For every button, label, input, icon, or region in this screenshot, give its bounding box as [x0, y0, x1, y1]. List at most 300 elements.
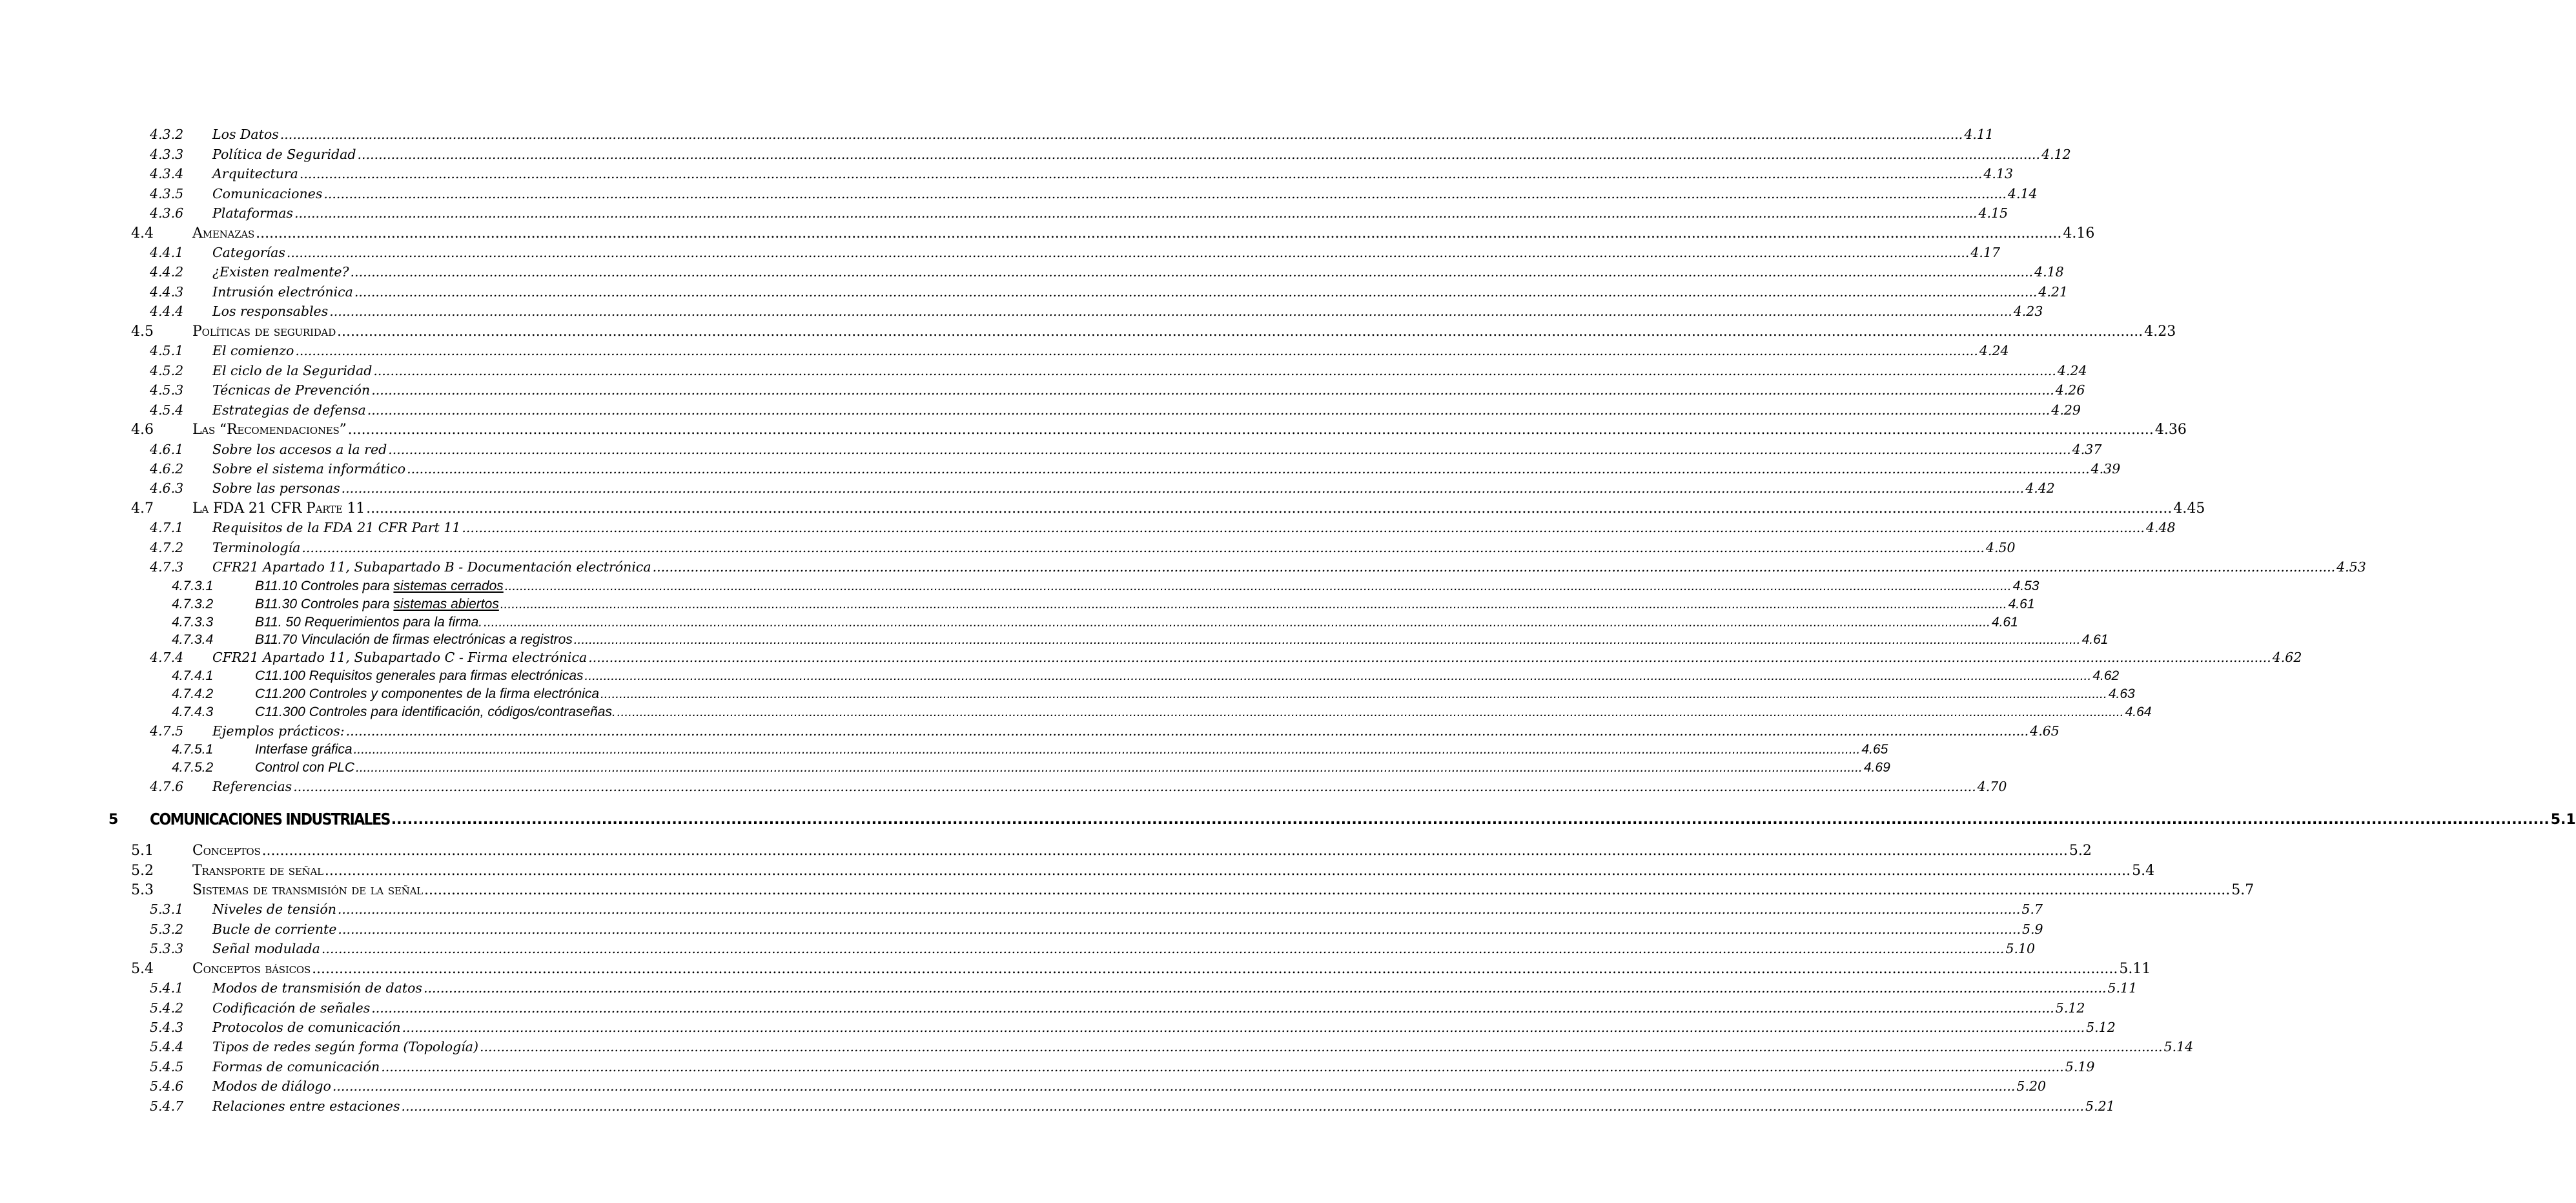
toc-entry-number: 4.7.3.3: [172, 615, 214, 630]
toc-entry-page: 4.65: [2030, 723, 2060, 739]
toc-entry-title: [212, 1002, 370, 1015]
toc-dot-leader: ................................................................................................................................................................................................................................................................................................................................................................................................................: [356, 760, 1863, 775]
toc-dot-leader: ................................................................................................................................................................................................................................................................................................................................................................................................................: [371, 1000, 2054, 1016]
toc-entry-title-text: Ejemplos prácticos:: [212, 723, 345, 739]
toc-entry-number: 4.5.1: [150, 343, 184, 358]
toc-dot-leader: ................................................................................................................................................................................................................................................................................................................................................................................................................: [341, 480, 2025, 496]
toc-entry-number: 4.7.4.2: [172, 686, 214, 701]
toc-entry-page: 4.17: [1970, 245, 2001, 260]
toc-entry-title-text: Sistemas de transmisión de la señal: [192, 882, 423, 898]
toc-dot-leader: ................................................................................................................................................................................................................................................................................................................................................................................................................: [295, 343, 1978, 358]
toc-entry-title: [255, 615, 482, 629]
toc-entry-number: 4.7.5: [150, 723, 184, 739]
toc-entry-number: 5.4.3: [150, 1020, 184, 1035]
toc-entry[interactable]: [150, 1000, 2085, 1016]
toc-entry[interactable]: [150, 402, 2081, 418]
toc-entry-title-text: Los responsables: [212, 303, 329, 319]
toc-entry-title: [212, 651, 587, 664]
toc-entry-number: 4.7.5.1: [172, 742, 214, 757]
toc-dot-leader: ................................................................................................................................................................................................................................................................................................................................................................................................................: [367, 402, 2050, 418]
toc-entry[interactable]: [172, 579, 2039, 593]
toc-entry-title: [212, 780, 292, 794]
toc-entry[interactable]: [150, 147, 2071, 162]
toc-entry-title-text: Arquitectura: [212, 166, 298, 181]
toc-entry[interactable]: [172, 597, 2035, 612]
toc-dot-leader: ................................................................................................................................................................................................................................................................................................................................................................................................................: [600, 686, 2107, 701]
toc-entry[interactable]: [150, 284, 2069, 300]
toc-entry-page: 4.18: [2034, 264, 2064, 280]
toc-entry-number: 4.6.2: [150, 461, 184, 477]
toc-entry-title-text: Protocolos de comunicación: [212, 1020, 401, 1035]
toc-entry-number: 4.6.1: [150, 442, 184, 457]
toc-dot-leader: ................................................................................................................................................................................................................................................................................................................................................................................................................: [286, 245, 1970, 260]
toc-entry-page: 4.12: [2041, 147, 2071, 162]
toc-dot-leader: ................................................................................................................................................................................................................................................................................................................................................................................................................: [504, 579, 2012, 593]
toc-entry[interactable]: [172, 686, 2135, 701]
toc-entry-title-text: Tipos de redes según forma (Topología): [212, 1039, 479, 1054]
toc-entry-title: [255, 597, 499, 611]
toc-entry-title: [212, 384, 370, 397]
toc-entry[interactable]: [131, 961, 2151, 977]
toc-entry-title: [212, 285, 353, 299]
toc-entry-title: [212, 187, 322, 201]
toc-entry-title-text: Señal modulada: [212, 941, 320, 956]
toc-entry[interactable]: [150, 166, 2014, 181]
toc-entry-title-text: El comienzo: [212, 343, 294, 358]
toc-entry-number: 4.7.4: [150, 650, 184, 665]
toc-entry-page: 4.48: [2145, 520, 2176, 535]
toc-entry-title-text: Los Datos: [212, 127, 279, 142]
toc-entry-title-text: Intrusión electrónica: [212, 284, 353, 300]
toc-entry-page: 5.1: [2550, 812, 2576, 828]
toc-dot-leader: ................................................................................................................................................................................................................................................................................................................................................................................................................: [371, 382, 2054, 398]
toc-entry-number: 5.4.1: [150, 980, 184, 996]
toc-entry[interactable]: [131, 500, 2205, 517]
toc-entry-title-text: COMUNICACIONES INDUSTRIALES: [150, 810, 390, 829]
toc-entry-page: 4.37: [2072, 442, 2102, 457]
toc-entry-number: 4.4.4: [150, 303, 184, 319]
toc-entry-title: [212, 1080, 331, 1093]
toc-entry[interactable]: [131, 843, 2092, 859]
toc-entry[interactable]: [150, 245, 2001, 260]
toc-entry[interactable]: [150, 540, 2016, 555]
toc-entry-number: 5.4.5: [150, 1059, 184, 1074]
toc-entry-title: [212, 1040, 478, 1054]
toc-dot-leader: ................................................................................................................................................................................................................................................................................................................................................................................................................: [299, 166, 1983, 181]
toc-entry-title: [150, 812, 390, 828]
toc-entry-number: 5.3.2: [150, 921, 184, 937]
toc-entry-title: [212, 560, 651, 574]
toc-dot-leader: ................................................................................................................................................................................................................................................................................................................................................................................................................: [323, 186, 2007, 201]
toc-entry-page: 4.29: [2051, 402, 2081, 418]
toc-entry-number: 4.3.6: [150, 205, 184, 221]
toc-entry-title: [212, 482, 340, 495]
toc-entry-page: 5.7: [2021, 901, 2043, 917]
toc-entry[interactable]: [150, 1059, 2095, 1074]
toc-entry-page: 4.50: [1985, 540, 2016, 555]
toc-entry-page: 4.24: [1979, 343, 2009, 358]
toc-entry-number: 5.3.3: [150, 941, 184, 956]
toc-entry-title: [212, 344, 294, 358]
toc-entry-title: [192, 962, 311, 976]
toc-dot-leader: ................................................................................................................................................................................................................................................................................................................................................................................................................: [337, 901, 2021, 917]
toc-entry[interactable]: [150, 1039, 2194, 1054]
toc-entry[interactable]: [150, 921, 2043, 937]
toc-entry-number: 4.6: [131, 422, 154, 438]
toc-entry-page: 4.26: [2055, 382, 2085, 398]
toc-entry-title: [212, 1021, 401, 1034]
toc-entry-page: 4.14: [2007, 186, 2038, 201]
toc-entry-title: [212, 246, 285, 260]
toc-dot-leader: ................................................................................................................................................................................................................................................................................................................................................................................................................: [402, 1020, 2085, 1035]
toc-entry-title: [212, 443, 387, 457]
toc-entry-title: [192, 883, 423, 898]
toc-entry[interactable]: [150, 343, 2009, 358]
toc-entry-number: 4.5.4: [150, 402, 184, 418]
toc-entry[interactable]: [172, 760, 1890, 775]
toc-entry-page: 4.65: [1861, 742, 1888, 757]
toc-entry-number: 4.4.3: [150, 284, 184, 300]
toc-entry-page: 4.53: [2012, 579, 2039, 593]
toc-dot-leader: ................................................................................................................................................................................................................................................................................................................................................................................................................: [366, 500, 2172, 517]
toc-entry-title-text: Niveles de tensión: [212, 901, 336, 917]
toc-entry[interactable]: [150, 382, 2085, 398]
toc-entry-title: [212, 903, 336, 916]
toc-dot-leader: ................................................................................................................................................................................................................................................................................................................................................................................................................: [261, 843, 2068, 859]
toc-entry-number: 4.5.2: [150, 363, 184, 378]
toc-entry-title-text: C11.100 Requisitos generales para firmas electrónicas: [255, 668, 584, 683]
toc-entry[interactable]: [150, 442, 2102, 457]
toc-entry-number: 4.7.3: [150, 559, 184, 575]
toc-dot-leader: ................................................................................................................................................................................................................................................................................................................................................................................................................: [350, 264, 2034, 280]
toc-entry-title-text: Categorías: [212, 245, 285, 260]
toc-dot-leader: ................................................................................................................................................................................................................................................................................................................................................................................................................: [407, 461, 2090, 477]
toc-entry-number: 4.7: [131, 500, 154, 517]
toc-entry-title-text: Sobre las personas: [212, 480, 340, 496]
toc-entry-title: [255, 579, 504, 593]
toc-dot-leader: ................................................................................................................................................................................................................................................................................................................................................................................................................: [381, 1059, 2064, 1074]
toc-dot-leader: ................................................................................................................................................................................................................................................................................................................................................................................................................: [391, 812, 2550, 828]
toc-dot-leader: ................................................................................................................................................................................................................................................................................................................................................................................................................: [324, 863, 2131, 879]
toc-entry-title-text: La FDA 21 CFR Parte 11: [192, 500, 365, 517]
toc-entry-title: [212, 404, 366, 417]
toc-entry-title: [192, 325, 336, 339]
toc-entry-page: 4.62: [2272, 650, 2302, 665]
toc-entry-title: [212, 207, 293, 220]
toc-entry[interactable]: [172, 615, 2018, 630]
toc-dot-leader: ................................................................................................................................................................................................................................................................................................................................................................................................................: [588, 650, 2271, 665]
toc-entry[interactable]: [150, 303, 2043, 319]
toc-entry-title-text: C11.300 Controles para identificación, códigos/contraseñas.: [255, 704, 616, 719]
toc-entry-number: 4.7.5.2: [172, 760, 214, 775]
toc-entry-number: 5.3.1: [150, 901, 184, 917]
toc-entry-page: 4.61: [1991, 615, 2018, 630]
toc-entry[interactable]: [131, 863, 2155, 879]
toc-entry-number: 4.7.1: [150, 520, 184, 535]
toc-entry[interactable]: [150, 941, 2036, 956]
toc-entry[interactable]: [150, 901, 2043, 917]
toc-entry-title-text: ¿Existen realmente?: [212, 264, 349, 280]
toc-entry-page: 5.10: [2005, 941, 2036, 956]
toc-entry-page: 4.24: [2057, 363, 2087, 378]
toc-entry-number: 5.4.6: [150, 1078, 184, 1094]
toc-entry-page: 5.21: [2085, 1098, 2115, 1114]
toc-dot-leader: ................................................................................................................................................................................................................................................................................................................................................................................................................: [294, 205, 1978, 221]
toc-entry[interactable]: [150, 779, 2007, 794]
toc-entry-number: 5.4.2: [150, 1000, 184, 1016]
toc-entry-title-text: Conceptos básicos: [192, 961, 311, 977]
toc-entry-title: [255, 705, 616, 719]
toc-entry-title-text: Requisitos de la FDA 21 CFR Part 11: [212, 520, 461, 535]
toc-entry-number: 5.4.7: [150, 1098, 184, 1114]
toc-dot-leader: ................................................................................................................................................................................................................................................................................................................................................................................................................: [584, 668, 2092, 683]
toc-entry-title: [192, 844, 261, 858]
toc-entry[interactable]: [131, 422, 2187, 438]
toc-entry-title-underlined: sistemas abiertos: [393, 597, 499, 612]
toc-entry[interactable]: [150, 1078, 2047, 1094]
toc-entry-title: [212, 364, 372, 378]
toc-entry-number: 4.7.4.1: [172, 668, 214, 683]
toc-entry-page: 4.39: [2090, 461, 2121, 477]
toc-dot-leader: ................................................................................................................................................................................................................................................................................................................................................................................................................: [424, 882, 2231, 898]
toc-entry-title: [212, 305, 328, 318]
toc-dot-leader: ................................................................................................................................................................................................................................................................................................................................................................................................................: [484, 615, 1990, 630]
toc-entry-page: 4.63: [2108, 686, 2135, 701]
toc-entry-title: [255, 761, 354, 774]
toc-entry[interactable]: [150, 363, 2087, 378]
toc-entry-title-text: CFR21 Apartado 11, Subapartado B - Documentación electrónica: [212, 559, 651, 575]
toc-entry-page: 4.61: [2081, 632, 2109, 647]
toc-entry-title-text: B11.30 Controles para: [255, 597, 394, 612]
toc-entry-title-text: Conceptos: [192, 843, 261, 859]
toc-entry-title: [212, 1060, 380, 1074]
toc-entry-page: 5.20: [2016, 1078, 2047, 1094]
toc-dot-leader: ................................................................................................................................................................................................................................................................................................................................................................................................................: [354, 284, 2038, 300]
toc-entry-page: 4.62: [2092, 668, 2120, 683]
toc-entry-title-text: Estrategias de defensa: [212, 402, 366, 418]
toc-entry-number: 4.5: [131, 324, 154, 340]
toc-entry-number: 4.6.3: [150, 480, 184, 496]
toc-dot-leader: ................................................................................................................................................................................................................................................................................................................................................................................................................: [329, 303, 2012, 319]
toc-entry-title: [255, 743, 353, 756]
toc-entry-title-text: Formas de comunicación: [212, 1059, 380, 1074]
toc-dot-leader: ................................................................................................................................................................................................................................................................................................................................................................................................................: [256, 225, 2062, 242]
toc-entry-title: [255, 687, 599, 701]
toc-entry-title-underlined: sistemas cerrados: [393, 579, 504, 593]
toc-entry-number: 4.5.3: [150, 382, 184, 398]
toc-entry-title: [212, 942, 320, 956]
toc-entry-title-text: Transporte de señal: [192, 863, 323, 879]
toc-entry-title-text: Bucle de corriente: [212, 921, 337, 937]
toc-dot-leader: ................................................................................................................................................................................................................................................................................................................................................................................................................: [353, 742, 1861, 757]
toc-entry-number: 5.2: [131, 863, 154, 879]
toc-entry[interactable]: [131, 225, 2095, 242]
toc-entry-page: 5.7: [2231, 882, 2254, 898]
toc-entry-number: 4.7.2: [150, 540, 184, 555]
toc-dot-leader: ................................................................................................................................................................................................................................................................................................................................................................................................................: [293, 779, 1976, 794]
toc-entry[interactable]: [131, 324, 2176, 340]
toc-entry-number: 4.7.3.4: [172, 632, 214, 647]
toc-entry-title-text: Políticas de seguridad: [192, 324, 336, 340]
toc-entry-title-text: Sobre el sistema informático: [212, 461, 406, 477]
toc-entry-page: 4.61: [2008, 597, 2035, 612]
toc-entry-title-text: CFR21 Apartado 11, Subapartado C - Firma electrónica: [212, 650, 588, 665]
toc-entry[interactable]: [150, 980, 2138, 996]
toc-entry-number: 5: [108, 812, 119, 828]
toc-dot-leader: ................................................................................................................................................................................................................................................................................................................................................................................................................: [388, 442, 2071, 457]
toc-entry-title: [212, 167, 298, 181]
toc-entry-page: 4.36: [2154, 422, 2187, 438]
toc-entry-title: [192, 423, 347, 437]
toc-entry[interactable]: [150, 723, 2060, 739]
toc-dot-leader: ................................................................................................................................................................................................................................................................................................................................................................................................................: [337, 324, 2143, 340]
toc-entry-title: [212, 541, 300, 555]
toc-entry-number: 4.7.4.3: [172, 704, 214, 719]
toc-dot-leader: ................................................................................................................................................................................................................................................................................................................................................................................................................: [312, 961, 2118, 977]
toc-entry[interactable]: [172, 632, 2109, 647]
toc-entry-title: [192, 227, 254, 241]
toc-entry-number: 5.1: [131, 843, 154, 859]
toc-entry[interactable]: [150, 480, 2055, 496]
toc-entry[interactable]: [150, 1020, 2116, 1035]
toc-entry-title: [192, 864, 323, 878]
toc-entry-number: 4.3.5: [150, 186, 184, 201]
toc-entry[interactable]: [150, 264, 2064, 280]
toc-entry-page: 4.42: [2025, 480, 2055, 496]
toc-dot-leader: ................................................................................................................................................................................................................................................................................................................................................................................................................: [500, 597, 2007, 612]
toc-entry-page: 4.45: [2173, 500, 2205, 517]
toc-dot-leader: ................................................................................................................................................................................................................................................................................................................................................................................................................: [652, 559, 2336, 575]
toc-entry[interactable]: [150, 205, 2009, 221]
toc-entry[interactable]: [150, 1098, 2115, 1114]
toc-entry-title-text: B11.70 Vinculación de firmas electrónicas a registros: [255, 632, 573, 647]
toc-dot-leader: ................................................................................................................................................................................................................................................................................................................................................................................................................: [332, 1078, 2016, 1094]
toc-entry-title: [212, 148, 356, 161]
toc-dot-leader: ................................................................................................................................................................................................................................................................................................................................................................................................................: [357, 147, 2041, 162]
toc-entry-title-text: C11.200 Controles y componentes de la firma electrónica: [255, 686, 600, 701]
toc-entry-title-text: Interfase gráfica: [255, 742, 353, 757]
toc-entry-title: [212, 923, 336, 936]
toc-entry-title-text: B11.10 Controles para: [255, 579, 394, 593]
toc-entry-title-text: Plataformas: [212, 205, 293, 221]
toc-entry-title: [212, 725, 345, 738]
toc-entry-page: 5.2: [2069, 843, 2092, 859]
toc-entry-title-text: Política de Seguridad: [212, 147, 356, 162]
toc-entry[interactable]: [108, 810, 2576, 829]
toc-entry-page: 4.70: [1977, 779, 2007, 794]
toc-entry[interactable]: [150, 650, 2302, 665]
toc-entry-title: [212, 982, 422, 995]
toc-entry-title-text: Amenazas: [192, 225, 255, 242]
toc-entry-number: 4.3.4: [150, 166, 184, 181]
toc-entry-title: [212, 521, 460, 535]
toc-entry-title-text: El ciclo de la Seguridad: [212, 363, 373, 378]
toc-entry-page: 4.69: [1863, 760, 1890, 775]
toc-entry-title-text: Terminología: [212, 540, 301, 555]
toc-dot-leader: ................................................................................................................................................................................................................................................................................................................................................................................................................: [423, 980, 2107, 996]
toc-entry-page: 4.64: [2125, 704, 2152, 719]
toc-dot-leader: ................................................................................................................................................................................................................................................................................................................................................................................................................: [462, 520, 2145, 535]
toc-entry-title-text: Comunicaciones: [212, 186, 323, 201]
toc-dot-leader: ................................................................................................................................................................................................................................................................................................................................................................................................................: [373, 363, 2056, 378]
toc-entry-page: 5.12: [2055, 1000, 2085, 1016]
toc-entry-title: [255, 669, 584, 683]
toc-entry[interactable]: [150, 186, 2038, 201]
toc-entry-page: 4.23: [2013, 303, 2043, 319]
toc-dot-leader: ................................................................................................................................................................................................................................................................................................................................................................................................................: [280, 127, 1963, 142]
toc-entry-page: 5.14: [2163, 1039, 2194, 1054]
toc-entry[interactable]: [172, 704, 2152, 719]
toc-entry-number: 4.7.3.2: [172, 597, 214, 612]
toc-entry-title: [212, 128, 279, 141]
toc-entry-page: 5.11: [2107, 980, 2138, 996]
toc-entry-page: 5.4: [2132, 863, 2155, 879]
toc-entry[interactable]: [172, 742, 1888, 757]
toc-entry-number: 4.7.6: [150, 779, 184, 794]
toc-entry-title-text: Modos de diálogo: [212, 1078, 331, 1094]
toc-entry-title-text: Sobre los accesos a la red: [212, 442, 387, 457]
toc-entry-title: [212, 265, 349, 279]
toc-entry-page: 4.13: [1983, 166, 2014, 181]
toc-dot-leader: ................................................................................................................................................................................................................................................................................................................................................................................................................: [573, 632, 2081, 647]
toc-dot-leader: ................................................................................................................................................................................................................................................................................................................................................................................................................: [617, 704, 2124, 719]
toc-dot-leader: ................................................................................................................................................................................................................................................................................................................................................................................................................: [401, 1098, 2085, 1114]
toc-entry-title: [212, 1100, 400, 1113]
toc-entry-page: 4.15: [1978, 205, 2009, 221]
toc-entry[interactable]: [150, 127, 1994, 142]
toc-dot-leader: ................................................................................................................................................................................................................................................................................................................................................................................................................: [347, 422, 2154, 438]
toc-entry-title: [255, 633, 573, 646]
toc-entry[interactable]: [150, 559, 2366, 575]
toc-entry-number: 4.7.3.1: [172, 579, 214, 593]
toc-entry-page: 5.9: [2021, 921, 2043, 937]
toc-entry[interactable]: [172, 668, 2120, 683]
toc-entry-number: 5.3: [131, 882, 154, 898]
toc-dot-leader: ................................................................................................................................................................................................................................................................................................................................................................................................................: [480, 1039, 2163, 1054]
toc-dot-leader: ................................................................................................................................................................................................................................................................................................................................................................................................................: [338, 921, 2021, 937]
toc-entry-title-text: Las “Recomendaciones”: [192, 422, 347, 438]
toc-entry-title-text: Codificación de señales: [212, 1000, 371, 1016]
toc-dot-leader: ................................................................................................................................................................................................................................................................................................................................................................................................................: [345, 723, 2029, 739]
toc-entry-title: [192, 502, 365, 516]
toc-entry-page: 4.21: [2038, 284, 2069, 300]
toc-entry-title: [212, 462, 405, 476]
toc-dot-leader: ................................................................................................................................................................................................................................................................................................................................................................................................................: [321, 941, 2005, 956]
toc-entry-page: 4.23: [2144, 324, 2176, 340]
toc-entry-title-text: B11. 50 Requerimientos para la firma.: [255, 615, 483, 630]
toc-entry-page: 5.19: [2065, 1059, 2095, 1074]
toc-entry-page: 4.11: [1964, 127, 1994, 142]
toc-entry[interactable]: [150, 520, 2176, 535]
toc-entry-title-text: Modos de transmisión de datos: [212, 980, 422, 996]
toc-entry-title-text: Relaciones entre estaciones: [212, 1098, 400, 1114]
toc-entry-title-text: Referencias: [212, 779, 292, 794]
toc-entry[interactable]: [131, 882, 2254, 898]
toc-entry-number: 5.4: [131, 961, 154, 977]
toc-dot-leader: ................................................................................................................................................................................................................................................................................................................................................................................................................: [302, 540, 1985, 555]
toc-entry-number: 4.4.2: [150, 264, 184, 280]
toc-entry-number: 4.3.3: [150, 147, 184, 162]
toc-entry-page: 4.16: [2063, 225, 2095, 242]
toc-entry-page: 5.11: [2119, 961, 2151, 977]
toc-entry-page: 4.53: [2336, 559, 2366, 575]
toc-entry[interactable]: [150, 461, 2121, 477]
toc-entry-number: 4.4.1: [150, 245, 184, 260]
toc-entry-number: 5.4.4: [150, 1039, 184, 1054]
toc-entry-number: 4.3.2: [150, 127, 184, 142]
toc-entry-page: 5.12: [2086, 1020, 2116, 1035]
toc-entry-number: 4.4: [131, 225, 154, 242]
